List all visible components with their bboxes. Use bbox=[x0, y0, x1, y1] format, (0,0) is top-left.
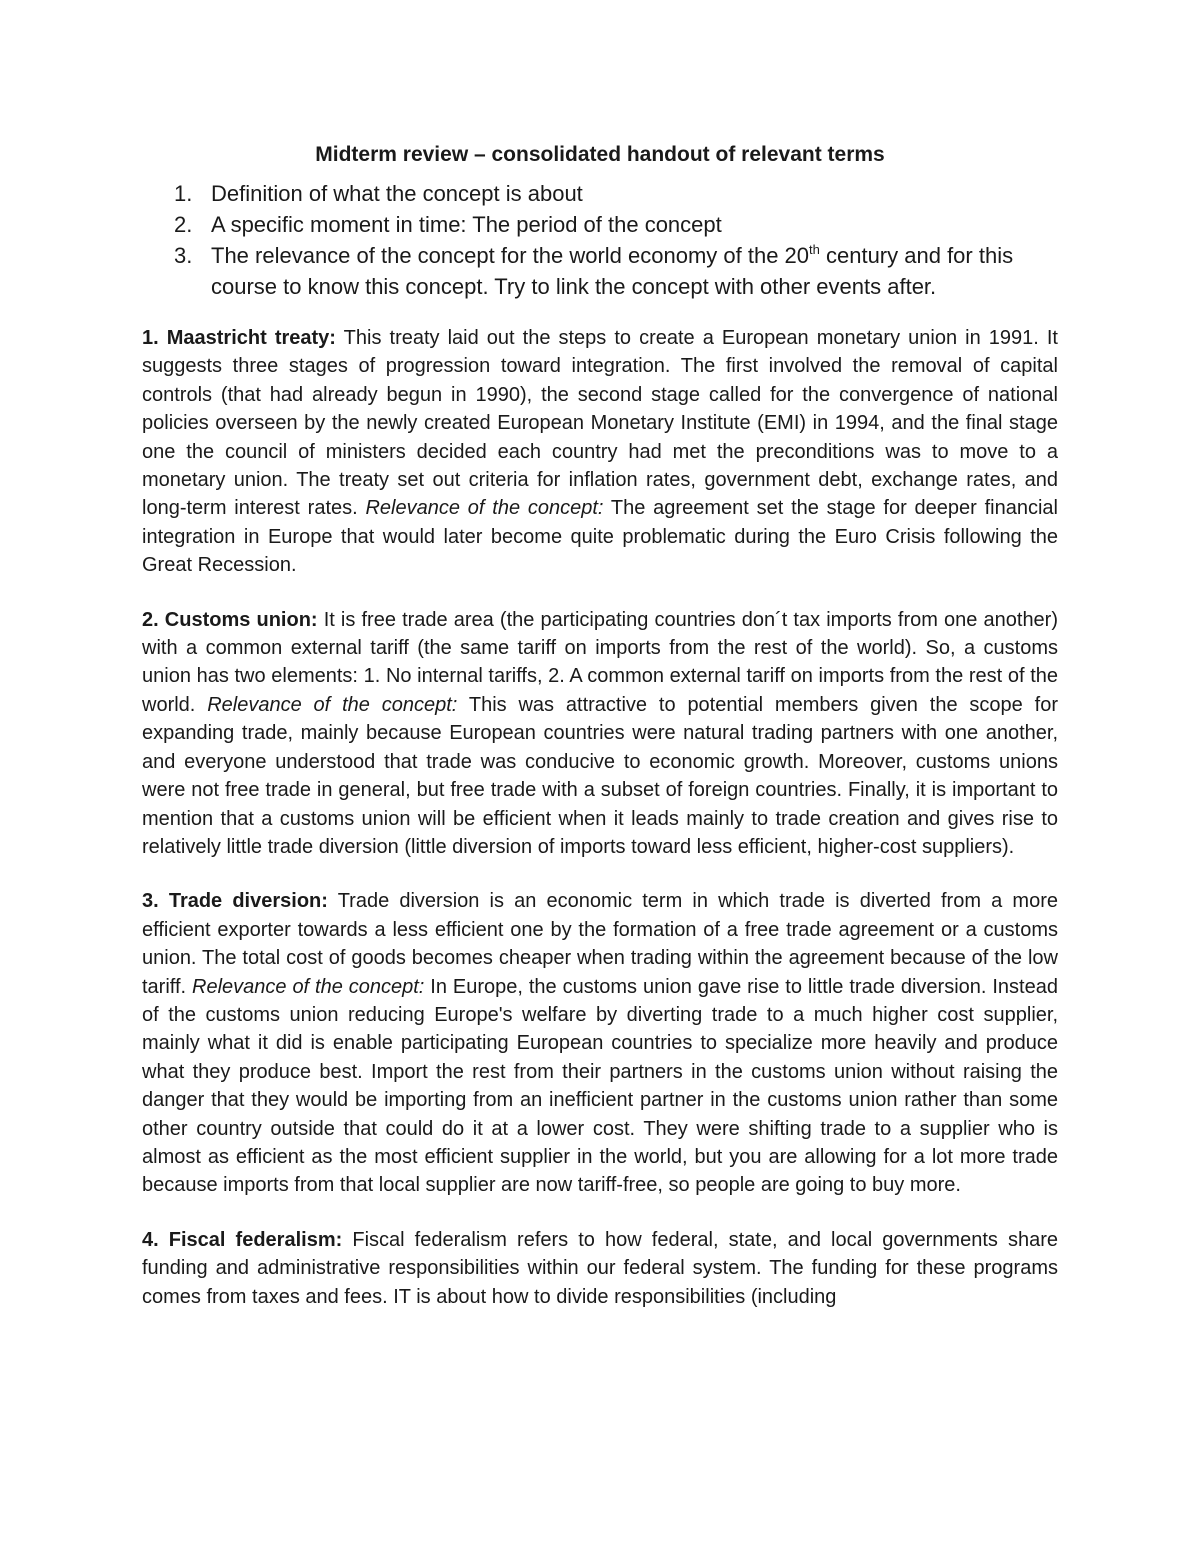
term-heading: 2. Customs union: bbox=[142, 608, 318, 631]
relevance-label: Relevance of the concept: bbox=[192, 975, 425, 998]
relevance-label: Relevance of the concept: bbox=[365, 497, 604, 520]
term-trade-diversion bbox=[142, 887, 1058, 1199]
relevance-text: This was attractive to potential members given the scope for expanding trade, mainly because European countries were natural trading partners with one another, and everyone understood that trade was conducive to economic growth. Moreover, customs unions were not free trade in general, but free trade with a subset of foreign countries. Finally, it is important to mention that a customs union will be efficient when it leads mainly to trade creation and gives rise to relatively little trade diversion (little diversion of imports toward less efficient, higher-cost suppliers). bbox=[142, 693, 1058, 858]
list-text: century and for this course to know this concept. Try to link the concept with other events after. bbox=[211, 243, 1014, 299]
term-heading: 3. Trade diversion: bbox=[142, 890, 328, 913]
term-body: Fiscal federalism refers to how federal, state, and local governments share funding and administrative responsibilities within our federal system. The funding for these programs comes from taxes and fees. IT is about how to divide responsibilities (including bbox=[142, 1228, 1059, 1308]
term-heading: 4. Fiscal federalism: bbox=[142, 1228, 343, 1251]
term-body: It is free trade area (the participating countries don´t tax imports from one another) with a common external tariff (the same tariff on imports from the rest of the world). So, a customs union has two elements: 1. No internal tariffs, 2. A common external tariff on imports from the rest of the world. bbox=[142, 608, 1059, 716]
term-body: This treaty laid out the steps to create a European monetary union in 1991. It suggests three stages of progression toward integration. The first involved the removal of capital controls (that had already begun in 1990), the second stage called for the convergence of national policies overseen by the newly created European Monetary Institute (EMI) in 1994, and the final stage one the council of ministers decided each country had met the preconditions was to move to a monetary union. The treaty set out criteria for inflation rates, government debt, exchange rates, and long-term interest rates. bbox=[142, 327, 1058, 520]
term-maastricht-treaty bbox=[142, 324, 1058, 580]
list-item bbox=[142, 240, 1058, 302]
relevance-text: The agreement set the stage for deeper financial integration in Europe that would later become quite problematic during the Euro Crisis following the Great Recession. bbox=[142, 497, 1059, 577]
list-item bbox=[142, 178, 1058, 209]
list-item bbox=[142, 209, 1058, 240]
term-body: Trade diversion is an economic term in which trade is diverted from a more efficient exporter towards a less efficient one by the formation of a free trade agreement or a customs union. The total cost of goods becomes cheaper when trading within the agreement because of the low tariff. bbox=[142, 890, 1058, 998]
criteria-list bbox=[142, 178, 1058, 302]
list-number: 3. bbox=[174, 243, 193, 268]
page-title: Midterm review – consolidated handout of relevant terms bbox=[315, 143, 885, 166]
term-heading: 1. Maastricht treaty: bbox=[142, 327, 336, 349]
list-text: The relevance of the concept for the world economy of the 20 bbox=[211, 243, 810, 268]
list-text: Definition of what the concept is about bbox=[211, 181, 583, 206]
list-number: 1. bbox=[174, 181, 193, 206]
relevance-text: In Europe, the customs union gave rise to little trade diversion. Instead of the customs union reducing Europe's welfare by diverting trade to a much higher cost supplier, mainly what it did is enable participating European countries to specialize more heavily and produce what they produce best. Import the rest from their partners in the customs union without raising the danger that they would be importing from an inefficient partner in the customs union rather than some other country outside that could do it at a lower cost. They were shifting trade to a supplier who is almost as efficient as the most efficient supplier in the world, but you are allowing for a lot more trade because imports from that local supplier are now tariff-free, so people are going to buy more. bbox=[142, 975, 1058, 1197]
term-customs-union bbox=[142, 606, 1058, 862]
superscript: th bbox=[809, 242, 820, 257]
relevance-label: Relevance of the concept: bbox=[207, 693, 458, 716]
list-text: A specific moment in time: The period of the concept bbox=[211, 212, 722, 237]
document-page bbox=[142, 138, 1058, 1337]
list-number: 2. bbox=[174, 212, 193, 237]
term-fiscal-federalism bbox=[142, 1226, 1058, 1311]
